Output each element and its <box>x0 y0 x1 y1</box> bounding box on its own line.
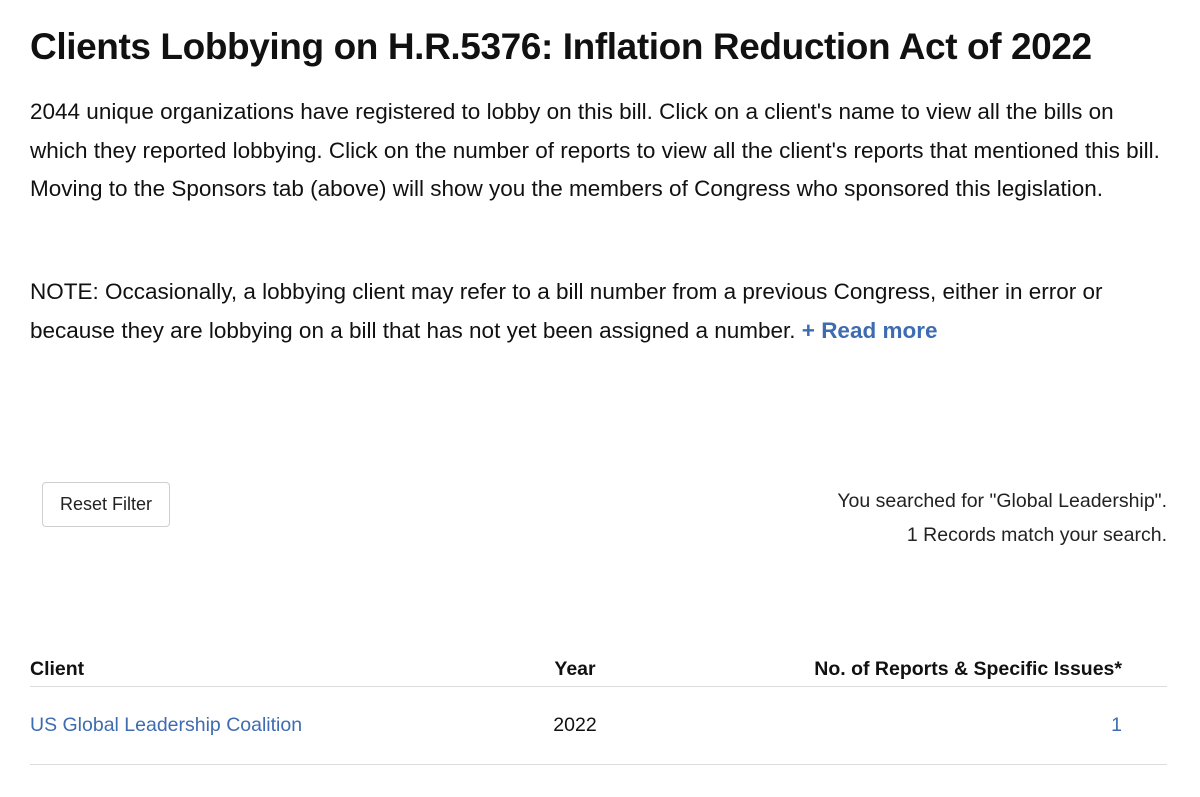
reset-filter-button[interactable]: Reset Filter <box>42 482 170 527</box>
column-header-client[interactable]: Client <box>30 652 500 687</box>
search-summary <box>837 484 1167 552</box>
clients-table <box>30 652 1167 765</box>
read-more-link[interactable]: + Read more <box>801 317 938 343</box>
table-header-row <box>30 652 1167 687</box>
note-text: NOTE: Occasionally, a lobbying client may refer to a bill number from a previous Congress, either in error or because they are lobbying on a bill that has not yet been assigned a number. <box>30 279 1103 343</box>
client-link[interactable]: US Global Leadership Coalition <box>30 714 303 736</box>
reports-cell <box>650 687 1167 765</box>
match-count-message: 1 Records match your search. <box>906 524 1167 546</box>
page-title: Clients Lobbying on H.R.5376: Inflation Reduction Act of 2022 <box>30 26 1092 67</box>
intro-paragraph: 2044 unique organizations have registered to lobby on this bill. Click on a client's name to view all the bills on which they reported lobbying. Click on the number of reports to view all the client's reports that mentioned this bill. Moving to the Sponsors tab (above) will show you the members of Congress who sponsored this legislation. <box>30 99 1160 201</box>
column-header-reports[interactable]: No. of Reports & Specific Issues* <box>650 652 1167 687</box>
reports-count-link[interactable]: 1 <box>1111 714 1122 736</box>
note-paragraph <box>30 273 1170 350</box>
column-header-year[interactable]: Year <box>500 652 650 687</box>
table-row <box>30 687 1167 765</box>
search-query-message: You searched for "Global Leadership". <box>837 490 1167 512</box>
year-cell: 2022 <box>500 687 650 765</box>
client-cell <box>30 687 500 765</box>
